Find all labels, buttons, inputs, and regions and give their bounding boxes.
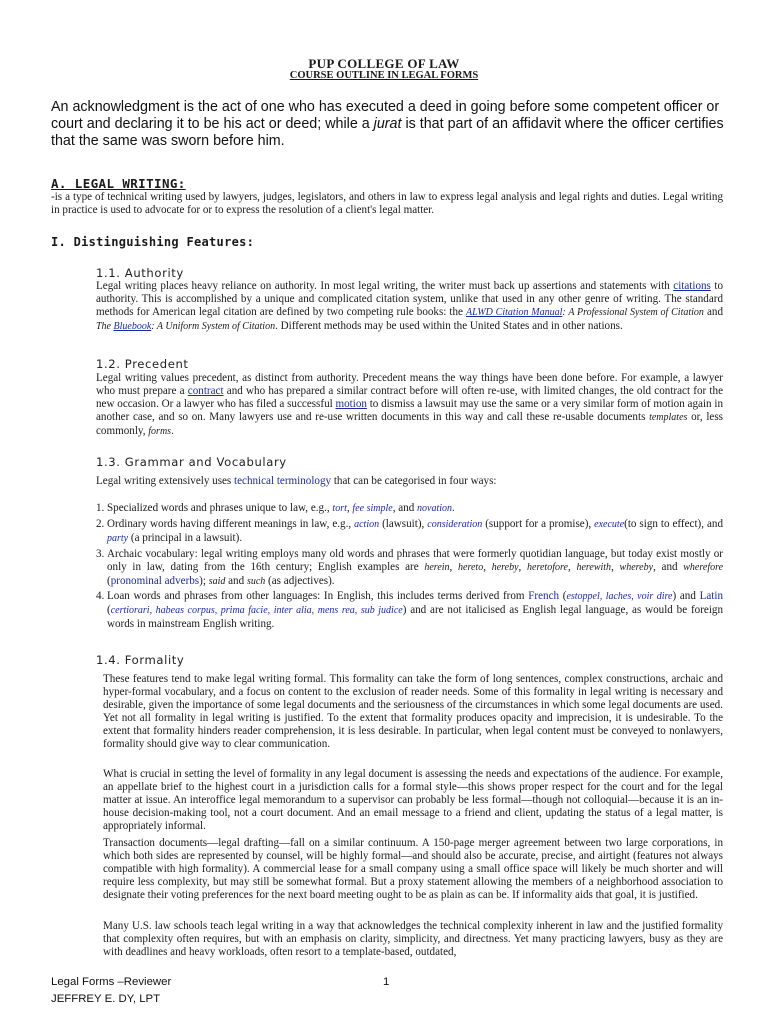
list-item: 1. Specialized words and phrases unique to law, e.g., tort, fee simple, and novation. [96,502,455,514]
formality-paragraph-3: Transaction documents—legal drafting—fall on a similar continuum. A 150-page merger agreement between two large corporations, in which both sides are represented by counsel, will be highly formal—and should also be accurate, precise, and airtight (features not always compatible with high formality). A commercial lease for a small company using a small office space will likely be much shorter and will require less complexity, but may still be somewhat formal. But a proxy statement allowing the members of a neighborhood association to designate their voting preferences for the next board meeting ought to be as plain as can be. If informality aids that goal, it is justified. [103,837,723,901]
precedent-paragraph: Legal writing values precedent, as distinct from authority. Precedent means the way things have been done before. For example, a lawyer who must prepare a contract and who has prepared a similar contract before will often re-use, with limited changes, the old contract for the new occasion. Or a lawyer who has filed a successful motion to dismiss a lawsuit may use the same or a very similar form of motion again in another case, and so on. Many lawyers use and re-use written documents in this way and call these re-usable documents templates or, less commonly, forms. [96,372,723,437]
formality-heading: 1.4. Formality [96,653,185,667]
technical-terminology-link[interactable]: technical terminology [234,475,332,487]
intro-paragraph: An acknowledgment is the act of one who has executed a deed in going before some competent officer or court and declaring it to be his act or deed; while a jurat is that part of an affidavit where the officer certifies that the same was sworn before him. [51,99,724,149]
grammar-intro: Legal writing extensively uses technical terminology that can be categorised in four ways: [96,475,497,487]
grammar-heading: 1.3. Grammar and Vocabulary [96,455,287,469]
latin-link[interactable]: Latin [699,590,724,603]
formality-paragraph-2: What is crucial in setting the level of formality in any legal document is assessing the needs and expectations of the audience. For example, an appellate brief to the highest court in a jurisdiction calls for a formal style—this shows proper respect for the court and for the legal matter at issue. An interoffice legal memorandum to a supervisor can probably be less formal—though not colloquial—because it is an in-house decision-making tool, not a court document. And an email message to a friend and client, updating the status of a legal matter, is appropriately informal. [103,768,723,832]
authority-paragraph: Legal writing places heavy reliance on authority. In most legal writing, the writer must back up assertions and statements with citations to authority. This is accomplished by a unique and complicated citation system, unlike that used in any other genre of writing. The standard methods for American legal citation are defined by two competing rule books: the ALWD Citation Manual: A Professional System of Citation and The Bluebook: A Uniform System of Citation. Different methods may be used within the United States and in other nations. [96,280,724,332]
section-a-text: -is a type of technical writing used by lawyers, judges, legislators, and others in law to express legal analysis and legal rights and duties. Legal writing in practice is used to advocate for or to express the resolution of a client's legal matter. [51,191,723,216]
footer-author: JEFFREY E. DY, LPT [51,993,161,1005]
vocabulary-list [96,502,723,633]
contract-link[interactable]: contract [187,384,224,397]
pronominal-adverbs-link[interactable]: pronominal adverbs [110,574,200,587]
section-a-heading: A. LEGAL WRITING: [51,176,186,191]
french-link[interactable]: French [528,590,560,603]
document-subtitle: COURSE OUTLINE IN LEGAL FORMS [289,70,479,81]
alwd-link[interactable]: ALWD Citation Manual [466,306,563,318]
formality-paragraph-1: These features tend to make legal writing formal. This formality can take the form of long sentences, complex constructions, archaic and hyper-formal vocabulary, and a focus on content to the exclusion of reader needs. Some of this formality in legal writing is necessary and desirable, given the importance of some legal documents and the seriousness of the circumstances in which some legal documents are used. Yet not all formality in legal writing is justified. To the extent that formality produces opacity and imprecision, it is undesirable. To the extent that formality hinders reader comprehension, it is less desirable. In particular, when legal content must be conveyed to nonlawyers, formality should give way to clear communication. [103,673,723,750]
motion-link[interactable]: motion [335,397,367,410]
formality-paragraph-4: Many U.S. law schools teach legal writing in a way that acknowledges the technical complexity inherent in law and the justified formality that complexity often requires, but with an emphasis on clarity, simplicity, and directness. Yet many practicing lawyers, busy as they are with deadlines and heavy workloads, often resort to a template-based, outdated, [103,920,723,958]
list-item: 4. Loan words and phrases from other languages: In English, this includes terms derived from French (estoppel, laches, voir dire) and Latin (certiorari, habeas corpus, prima facie, inter alia, mens rea, sub judice) and are not italicised as English legal language, as would be foreign words in mainstream English writing. [96,590,724,631]
jurat-term: jurat [373,116,402,132]
list-item: 2. Ordinary words having different meanings in law, e.g., action (lawsuit), consideration (support for a promise), execute(to sign to effect), and party (a principal in a lawsuit). [96,517,723,544]
section-i-heading: I. Distinguishing Features: [51,235,255,249]
citations-link[interactable]: citations [673,280,711,292]
list-item: 3. Archaic vocabulary: legal writing employs many old words and phrases that were formerly quotidian language, but today exist mostly or only in law, dating from the 16th century; English examples are herein, hereto, hereby, heretofore, herewith, whereby, and wherefore (pronominal adverbs); said and such (as adjectives). [96,547,724,587]
footer-page-number: 1 [383,976,390,988]
bluebook-link[interactable]: Bluebook [113,320,152,332]
precedent-heading: 1.2. Precedent [96,357,189,371]
authority-heading: 1.1. Authority [96,266,184,280]
footer-course: Legal Forms –Reviewer [51,976,172,988]
document-title: PUP COLLEGE OF LAW [308,56,460,71]
